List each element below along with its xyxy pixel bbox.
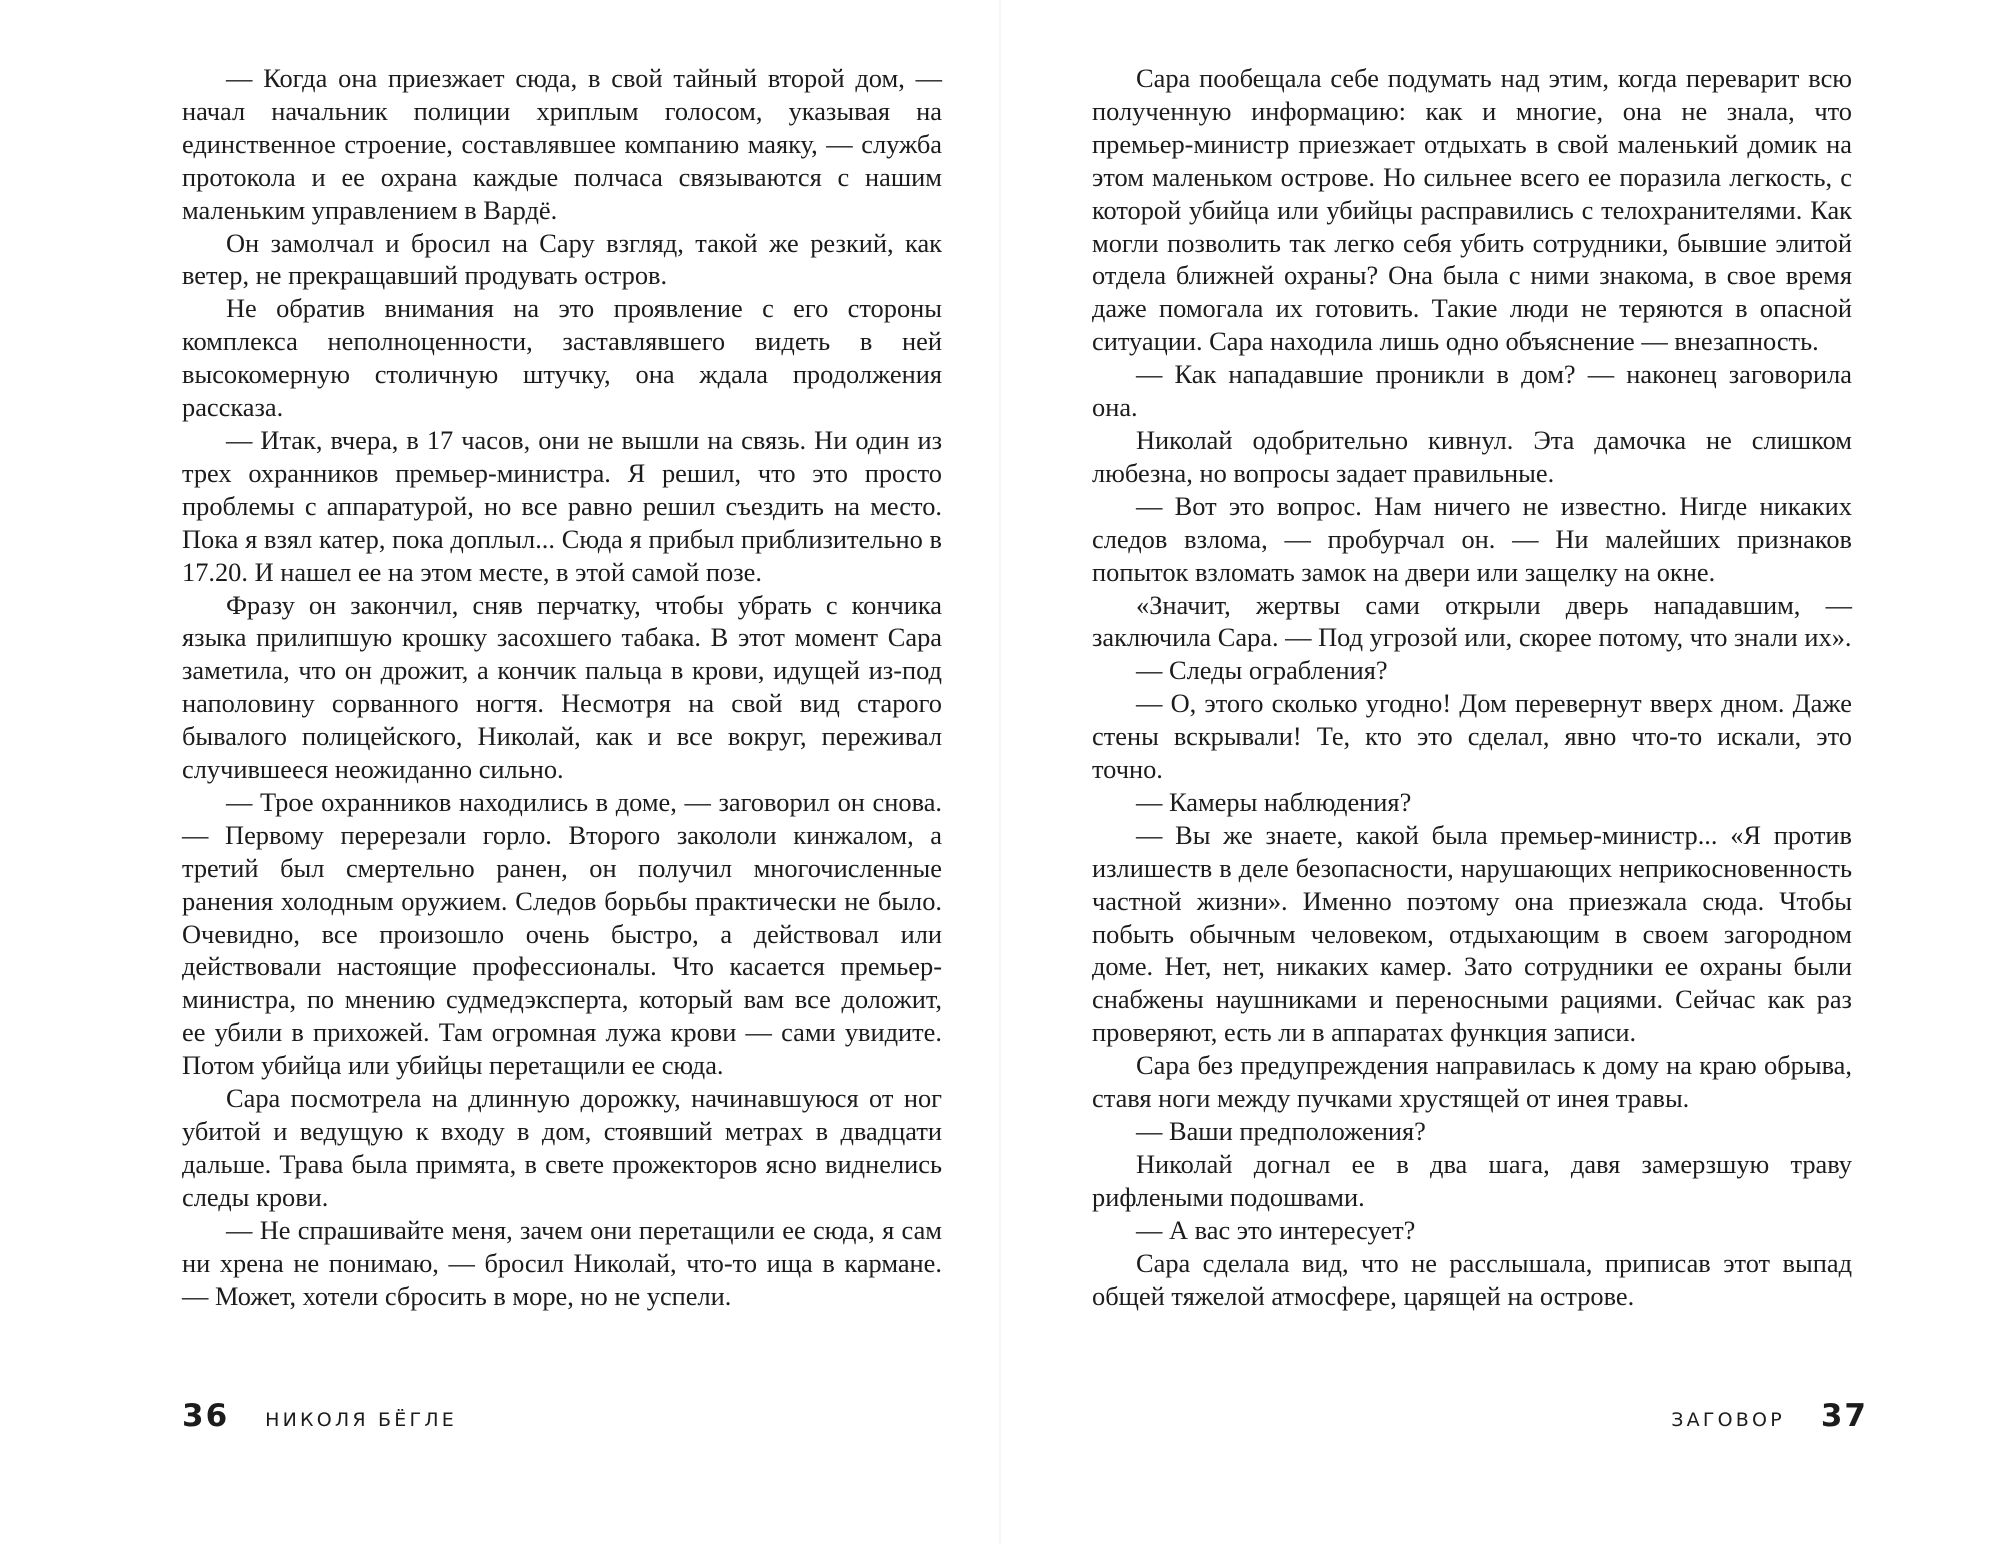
page-number: 36: [182, 1398, 230, 1434]
paragraph: Сара пообещала себе подумать над этим, когда переварит всю полученную информацию: как и многие, она не знала, что премьер-министр приезжает отдыхать в свой маленький домик на этом маленьком острове. Но сильнее всего ее поразила легкость, с которой убийца или убийцы расправились с телохранителями. Как могли позволить так легко себя убить сотрудники, бывшие элитой отдела ближней охраны? Она была с ними знакома, в свое время даже помогала их готовить. Такие люди не теряются в опасной ситуации. Сара находила лишь одно объяснение — внезапность.: [1092, 63, 1852, 357]
paragraph: — О, этого сколько угодно! Дом перевернут вверх дном. Даже стены вскрывали! Те, кто это сделал, явно что-то искали, это точно.: [1092, 688, 1852, 785]
right-page-text: [1092, 62, 1852, 1312]
paragraph: — Ваши предположения?: [1136, 1116, 1426, 1146]
paragraph: — Когда она приезжает сюда, в свой тайный второй дом, — начал начальник полиции хриплым голосом, указывая на единственное строение, составлявшее компанию маяку, — служба протокола и ее охрана каждые полчаса связываются с нашим маленьким управлением в Вардё.: [182, 63, 942, 225]
page-number: 37: [1820, 1398, 1868, 1434]
paragraph: Не обратив внимания на это проявление с его стороны комплекса неполноценности, заставлявшего видеть в ней высокомерную столичную штучку, она ждала продолжения рассказа.: [182, 293, 942, 423]
left-page: [182, 62, 942, 1312]
left-page-text: [182, 62, 942, 1312]
right-page: [1092, 62, 1852, 1312]
left-page-footer: [182, 1398, 457, 1434]
paragraph: — Вы же знаете, какой была премьер-министр... «Я против излишеств в деле безопасности, нарушающих неприкосновенность частной жизни». Именно поэтому она приезжала сюда. Чтобы побыть обычным человеком, отдыхающим в своем загородном доме. Нет, нет, никаких камер. Зато сотрудники ее охраны были снабжены наушниками и переносными рациями. Сейчас как раз проверяют, есть ли в аппаратах функция записи.: [1092, 819, 1852, 1048]
paragraph: — Вот это вопрос. Нам ничего не известно. Нигде никаких следов взлома, — пробурчал он. — Ни малейших признаков попыток взломать замок на двери или защелку на окне.: [1092, 490, 1852, 587]
paragraph: — Не спрашивайте меня, зачем они перетащили ее сюда, я сам ни хрена не понимаю, — бросил Николай, что-то ища в кармане. — Может, хотели сбросить в море, но не успели.: [182, 1214, 942, 1311]
paragraph: Николай догнал ее в два шага, давя замерзшую траву рифлеными подошвами.: [1092, 1148, 1852, 1212]
paragraph: — А вас это интересует?: [1136, 1214, 1416, 1245]
paragraph: — Камеры наблюдения?: [1136, 786, 1412, 817]
running-head-author: НИКОЛЯ БЁГЛЕ: [265, 1409, 457, 1431]
paragraph: — Следы ограбления?: [1136, 655, 1388, 686]
paragraph: — Трое охранников находились в доме, — заговорил он снова. — Первому перерезали горло. Второго закололи кинжалом, а третий был смертельно ранен, он получил многочисленные ранения холодным оружием. Следов борьбы практически не было. Очевидно, все произошло очень быстро, а действовал или действовали настоящие профессионалы. Что касается премьер-министра, по мнению судмедэксперта, который вам все доложит, ее убили в прихожей. Там огромная лужа крови — сами увидите. Потом убийца или убийцы перетащили ее сюда.: [182, 786, 942, 1081]
right-page-footer: [1671, 1398, 1868, 1434]
paragraph: Сара посмотрела на длинную дорожку, начинавшуюся от ног убитой и ведущую к входу в дом, стоявший метрах в двадцати дальше. Трава была примята, в свете прожекторов ясно виднелись следы крови.: [182, 1083, 942, 1212]
paragraph: Николай одобрительно кивнул. Эта дамочка не слишком любезна, но вопросы задает правильные.: [1092, 424, 1852, 488]
paragraph: Сара без предупреждения направилась к дому на краю обрыва, ставя ноги между пучками хрустящей от инея травы.: [1092, 1050, 1852, 1114]
running-head-title: ЗАГОВОР: [1671, 1409, 1785, 1431]
paragraph: — Как нападавшие проникли в дом? — наконец заговорила она.: [1092, 359, 1852, 423]
book-gutter: [999, 0, 1001, 1544]
paragraph: Фразу он закончил, сняв перчатку, чтобы убрать с кончика языка прилипшую крошку засохшего табака. В этот момент Сара заметила, что он дрожит, а кончик пальца в крови, идущей из-под наполовину сорванного ногтя. Несмотря на свой вид старого бывалого полицейского, Николай, как и все вокруг, переживал случившееся неожиданно сильно.: [182, 589, 942, 785]
paragraph: «Значит, жертвы сами открыли дверь нападавшим, — заключила Сара. — Под угрозой или, скорее потому, что знали их».: [1092, 589, 1852, 653]
paragraph: Сара сделала вид, что не расслышала, приписав этот выпад общей тяжелой атмосфере, царящей на острове.: [1092, 1247, 1852, 1311]
paragraph: — Итак, вчера, в 17 часов, они не вышли на связь. Ни один из трех охранников премьер-министра. Я решил, что это просто проблемы с аппаратурой, но все равно решил съездить на место. Пока я взял катер, пока доплыл... Сюда я прибыл приблизительно в 17.20. И нашел ее на этом месте, в этой самой позе.: [182, 424, 942, 587]
paragraph: Он замолчал и бросил на Сару взгляд, такой же резкий, как ветер, не прекращавший продувать остров.: [182, 227, 942, 291]
